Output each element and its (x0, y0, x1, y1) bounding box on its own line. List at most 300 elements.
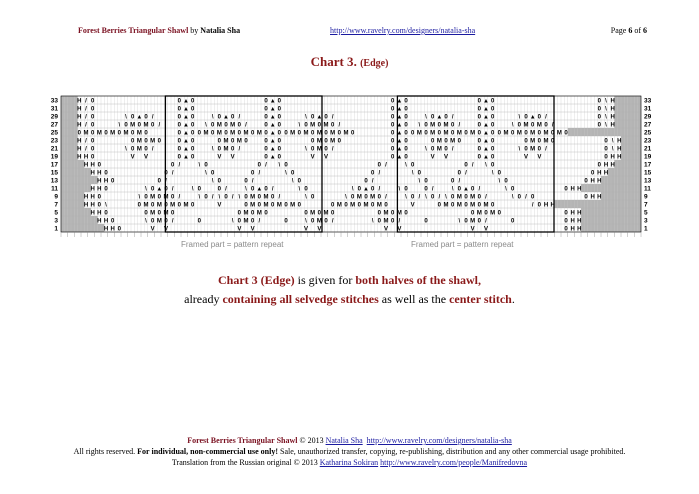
stitch-symbol: 0 (597, 122, 602, 129)
stitch-symbol: 0 (164, 202, 168, 209)
stitch-symbol: 0 (224, 130, 228, 137)
stitch-symbol: 0 (324, 138, 328, 145)
stitch-symbol: H (83, 154, 89, 161)
stitch-symbol: \ (198, 162, 201, 169)
footer-rights: All rights reserved. (73, 447, 138, 456)
stitch-symbol: 0 (437, 130, 442, 137)
stitch-symbol: 0 (424, 122, 428, 129)
stitch-symbol: 0 (264, 138, 268, 145)
row-label-left: 27 (50, 121, 58, 129)
stitch-symbol: 0 (597, 114, 602, 121)
stitch-symbol: 0 (390, 138, 395, 145)
stitch-symbol: / (178, 162, 181, 169)
stitch-symbol: M (556, 130, 562, 137)
stitch-symbol: M (323, 210, 329, 217)
stitch-symbol: 0 (537, 130, 542, 137)
stitch-symbol: H (97, 186, 102, 193)
stitch-symbol: 0 (217, 146, 222, 153)
stitch-symbol: / (85, 122, 87, 129)
stitch-symbol: 0 (404, 146, 408, 153)
stitch-symbol: 0 (510, 186, 515, 193)
stitch-symbol: V (317, 226, 322, 233)
stitch-symbol: H (590, 178, 595, 185)
selvedge-shade-left (61, 160, 84, 168)
stitch-symbol: 0 (324, 114, 328, 121)
stitch-symbol: \ (205, 170, 207, 177)
stitch-symbol: 0 (310, 194, 315, 201)
header-by: by (188, 26, 201, 35)
stitch-symbol: V (383, 226, 389, 233)
row-label-left: 5 (54, 209, 58, 217)
stitch-symbol: 0 (424, 178, 428, 185)
stitch-symbol: / (531, 202, 534, 209)
stitch-symbol: \ (371, 218, 374, 225)
stitch-symbol: 0 (177, 130, 182, 137)
stitch-symbol: 0 (524, 114, 528, 121)
stitch-symbol: M (436, 146, 442, 153)
selvedge-shade-left (61, 112, 78, 120)
footer-translator-link[interactable]: Katharina Sokiran (319, 458, 379, 467)
stitch-symbol: 0 (144, 194, 148, 201)
stitch-symbol: \ (518, 146, 521, 153)
stitch-symbol: 0 (170, 162, 175, 169)
stitch-symbol: H (77, 146, 82, 153)
stitch-symbol: \ (511, 194, 514, 201)
stitch-symbol: ▲ (463, 186, 469, 193)
row-label-right: 5 (644, 209, 648, 217)
stitch-symbol: / (458, 178, 461, 185)
stitch-symbol: M (136, 146, 142, 153)
stitch-symbol: H (77, 106, 82, 113)
row-label-left: 15 (50, 169, 58, 177)
stitch-symbol: / (85, 98, 87, 105)
stitch-symbol: \ (298, 186, 301, 193)
stitch-symbol: \ (425, 194, 427, 201)
stitch-symbol: 0 (264, 154, 268, 161)
stitch-symbol: / (258, 170, 261, 177)
stitch-symbol: 0 (564, 218, 568, 225)
stitch-symbol: 0 (497, 130, 502, 137)
stitch-symbol: 0 (90, 138, 95, 145)
stitch-symbol: M (456, 194, 462, 201)
footer-translation: Translation from the Russian original © 2013 (171, 458, 320, 467)
stitch-symbol: \ (211, 146, 214, 153)
stitch-symbol: 0 (257, 194, 262, 201)
stitch-symbol: 0 (157, 138, 162, 145)
stitch-symbol: 0 (224, 122, 228, 129)
stitch-symbol: / (378, 170, 381, 177)
stitch-symbol: 0 (464, 202, 468, 209)
stitch-symbol: ▲ (396, 154, 403, 161)
stitch-symbol: 0 (270, 202, 275, 209)
stitch-symbol: 0 (117, 130, 122, 137)
stitch-symbol: 0 (490, 98, 495, 105)
stitch-symbol: H (590, 194, 595, 201)
stitch-symbol: M (203, 130, 209, 137)
row-label-right: 31 (644, 105, 652, 113)
stitch-symbol: 0 (164, 186, 168, 193)
stitch-symbol: 0 (304, 122, 308, 129)
stitch-symbol: H (77, 122, 82, 129)
stitch-symbol: \ (198, 194, 201, 201)
stitch-symbol: 0 (264, 130, 268, 137)
stitch-symbol: 0 (510, 130, 515, 137)
stitch-symbol: / (465, 170, 467, 177)
selvedge-shade-left (61, 144, 78, 152)
stitch-symbol: \ (605, 114, 607, 121)
stitch-symbol: ▲ (396, 98, 403, 105)
stitch-symbol: M (383, 210, 389, 217)
stitch-symbol: M (150, 210, 156, 217)
stitch-symbol: \ (231, 218, 234, 225)
stitch-symbol: V (130, 154, 135, 161)
stitch-symbol: \ (285, 170, 287, 177)
stitch-symbol: 0 (604, 154, 608, 161)
stitch-symbol: ▲ (483, 146, 489, 153)
stitch-symbol: M (223, 138, 229, 145)
stitch-symbol: 0 (284, 130, 288, 137)
row-label-right: 17 (644, 161, 652, 169)
description-line-2 (0, 292, 699, 307)
stitch-symbol: 0 (204, 194, 208, 201)
stitch-symbol: ▲ (136, 114, 143, 121)
stitch-symbol: \ (445, 194, 447, 201)
stitch-symbol: 0 (417, 170, 422, 177)
stitch-symbol: 0 (144, 146, 148, 153)
footer-author-link[interactable]: Natalia Sha (325, 436, 363, 445)
stitch-symbol: M (416, 130, 422, 137)
desc-chart-name: Chart 3 (Edge) (217, 273, 295, 287)
stitch-symbol: 0 (284, 202, 288, 209)
stitch-symbol: 0 (270, 194, 275, 201)
stitch-symbol: 0 (404, 210, 408, 217)
stitch-symbol: 0 (324, 146, 328, 153)
description-line-1 (0, 273, 699, 288)
stitch-symbol: 0 (584, 178, 588, 185)
stitch-symbol: 0 (430, 114, 435, 121)
stitch-symbol: V (470, 226, 475, 233)
stitch-symbol: 0 (157, 194, 162, 201)
stitch-symbol: ▲ (183, 130, 189, 137)
stitch-symbol: H (570, 218, 575, 225)
desc-selvedge: containing all selvedge stitches (222, 292, 379, 306)
stitch-symbol: V (323, 154, 329, 161)
stitch-symbol: ▲ (269, 106, 276, 113)
stitch-symbol: M (483, 202, 489, 209)
row-label-right: 23 (644, 137, 652, 145)
stitch-symbol: 0 (377, 210, 382, 217)
row-label-left: 25 (50, 129, 58, 137)
stitch-symbol: 0 (244, 138, 248, 145)
stitch-symbol: M (383, 218, 389, 225)
stitch-symbol: 0 (390, 218, 395, 225)
stitch-symbol: M (363, 202, 369, 209)
stitch-symbol: 0 (530, 194, 535, 201)
stitch-symbol: 0 (337, 130, 342, 137)
stitch-symbol: M (310, 210, 316, 217)
stitch-symbol: 0 (477, 154, 482, 161)
stitch-symbol: 0 (177, 138, 182, 145)
stitch-symbol: 0 (250, 218, 255, 225)
stitch-symbol: 0 (77, 130, 82, 137)
stitch-symbol: 0 (284, 218, 288, 225)
stitch-symbol: 0 (330, 210, 335, 217)
stitch-symbol: V (250, 226, 255, 233)
stitch-symbol: 0 (277, 154, 282, 161)
stitch-symbol: M (136, 138, 142, 145)
stitch-symbol: M (243, 130, 249, 137)
footer-translator-url[interactable]: http://www.ravelry.com/people/Manifredovna (380, 458, 528, 467)
stitch-symbol: 0 (404, 130, 408, 137)
selvedge-shade-left (61, 200, 84, 208)
stitch-symbol: 0 (210, 122, 215, 129)
stitch-symbol: \ (305, 218, 307, 225)
stitch-symbol: 0 (177, 122, 182, 129)
stitch-symbol: M (316, 130, 322, 137)
stitch-symbol: \ (305, 194, 307, 201)
stitch-symbol: / (478, 186, 481, 193)
stitch-symbol: 0 (517, 194, 522, 201)
stitch-symbol: 0 (257, 202, 262, 209)
stitch-symbol: 0 (524, 138, 528, 145)
stitch-symbol: 0 (104, 210, 108, 217)
stitch-symbol: H (597, 170, 602, 177)
stitch-symbol: 0 (564, 210, 568, 217)
stitch-symbol: 0 (237, 210, 242, 217)
stitch-symbol: \ (485, 162, 487, 169)
stitch-symbol: 0 (390, 210, 395, 217)
desc-text-2: already (184, 292, 223, 306)
stitch-symbol: 0 (190, 154, 195, 161)
selvedge-shade-left (61, 120, 78, 128)
selvedge-shade-left (61, 208, 91, 216)
desc-both-halves: both halves of the shawl, (355, 273, 481, 287)
selvedge-shade-left (61, 184, 91, 192)
stitch-symbol: M (303, 130, 309, 137)
stitch-symbol: / (171, 218, 174, 225)
header-pattern-name: Forest Berries Triangular Shawl (78, 26, 189, 35)
footer-pattern-name: Forest Berries Triangular Shawl (187, 436, 298, 445)
stitch-symbol: 0 (257, 162, 262, 169)
stitch-symbol: H (610, 106, 615, 113)
stitch-symbol: 0 (357, 186, 362, 193)
stitch-symbol: ▲ (269, 114, 276, 121)
footer-noncommercial: For individual, non-commercial use only! (137, 447, 278, 456)
stitch-symbol: 0 (197, 186, 202, 193)
stitch-symbol: 0 (477, 98, 482, 105)
stitch-symbol: \ (205, 122, 207, 129)
stitch-symbol: 0 (444, 146, 448, 153)
stitch-symbol: \ (245, 186, 247, 193)
chart-title-main: Chart 3 (310, 54, 354, 69)
stitch-symbol: M (150, 138, 156, 145)
stitch-symbol: 0 (310, 218, 315, 225)
stitch-symbol: \ (611, 146, 614, 153)
stitch-symbol: M (316, 138, 322, 145)
stitch-symbol: 0 (264, 98, 268, 105)
stitch-symbol: H (617, 138, 622, 145)
stitch-symbol: M (530, 146, 536, 153)
stitch-symbol: ▲ (269, 98, 276, 105)
stitch-symbol: H (617, 154, 622, 161)
chart-title-sub: (Edge) (360, 58, 389, 69)
stitch-symbol: \ (345, 194, 347, 201)
stitch-symbol: 0 (150, 122, 155, 129)
stitch-symbol: 0 (404, 122, 408, 129)
stitch-symbol: ▲ (183, 114, 189, 121)
stitch-symbol: \ (238, 194, 241, 201)
stitch-symbol: / (251, 178, 254, 185)
stitch-symbol: 0 (457, 186, 462, 193)
row-label-right: 29 (644, 113, 652, 121)
footer-url-link[interactable]: http://www.ravelry.com/designers/natalia-sha (366, 436, 512, 445)
stitch-symbol: 0 (457, 170, 462, 177)
header-url-link[interactable]: http://www.ravelry.com/designers/natalia-sha (330, 26, 476, 35)
stitch-symbol: M (330, 138, 336, 145)
stitch-symbol: H (103, 178, 109, 185)
row-label-right: 3 (644, 217, 648, 225)
stitch-symbol: 0 (97, 202, 102, 209)
stitch-symbol: 0 (604, 138, 608, 145)
stitch-symbol: 0 (304, 210, 308, 217)
stitch-symbol: 0 (597, 106, 602, 113)
stitch-symbol: H (543, 202, 549, 209)
stitch-symbol: 0 (317, 122, 322, 129)
stitch-symbol: 0 (430, 138, 435, 145)
page-prefix: Page (610, 26, 629, 35)
stitch-symbol: 0 (477, 146, 482, 153)
stitch-symbol: 0 (290, 170, 295, 177)
selvedge-shade-left (61, 176, 98, 184)
stitch-symbol: M (336, 202, 342, 209)
stitch-symbol: \ (405, 162, 407, 169)
stitch-symbol: 0 (90, 114, 95, 121)
stitch-symbol: / (211, 194, 214, 201)
stitch-symbol: / (551, 122, 554, 129)
stitch-symbol: 0 (444, 138, 448, 145)
row-label-right: 19 (644, 153, 652, 161)
stitch-symbol: M (456, 202, 462, 209)
stitch-symbol: ▲ (483, 122, 489, 129)
stitch-symbol: V (237, 226, 242, 233)
stitch-symbol: 0 (364, 178, 368, 185)
stitch-symbol: M (263, 194, 269, 201)
stitch-symbol: ▲ (183, 122, 189, 129)
stitch-symbol: 0 (130, 146, 135, 153)
stitch-symbol: 0 (464, 194, 468, 201)
stitch-symbol: ▲ (396, 130, 403, 137)
stitch-symbol: ▲ (396, 146, 403, 153)
stitch-symbol: 0 (390, 122, 395, 129)
stitch-symbol: 0 (604, 146, 608, 153)
stitch-symbol: 0 (330, 122, 335, 129)
stitch-symbol: H (103, 226, 109, 233)
stitch-symbol: 0 (217, 114, 222, 121)
stitch-symbol: / (378, 186, 381, 193)
stitch-symbol: M (216, 122, 222, 129)
stitch-symbol: H (603, 162, 609, 169)
stitch-symbol: 0 (304, 186, 308, 193)
stitch-symbol: 0 (137, 122, 142, 129)
stitch-symbol: 0 (224, 194, 228, 201)
stitch-symbol: ▲ (483, 114, 489, 121)
stitch-symbol: 0 (230, 114, 235, 121)
stitch-symbol: 0 (444, 114, 448, 121)
stitch-symbol: / (471, 162, 474, 169)
stitch-symbol: 0 (404, 114, 408, 121)
stitch-symbol: M (183, 202, 189, 209)
stitch-symbol: 0 (344, 202, 348, 209)
stitch-symbol: 0 (264, 210, 268, 217)
stitch-symbol: M (490, 210, 496, 217)
stitch-symbol: ▲ (223, 114, 229, 121)
stitch-symbol: 0 (157, 210, 162, 217)
stitch-symbol: 0 (377, 162, 382, 169)
stitch-symbol: ▲ (396, 114, 403, 121)
stitch-symbol: ▲ (483, 98, 489, 105)
stitch-symbol: 0 (410, 194, 415, 201)
stitch-symbol: 0 (490, 122, 495, 129)
stitch-symbol: 0 (564, 130, 568, 137)
row-label-right: 9 (644, 193, 648, 201)
selvedge-shade-left (61, 128, 78, 136)
stitch-symbol: M (430, 122, 436, 129)
stitch-symbol: V (143, 154, 149, 161)
header-author: Natalia Sha (200, 26, 241, 35)
stitch-symbol: H (83, 162, 89, 169)
stitch-symbol: 0 (244, 194, 248, 201)
stitch-symbol: 0 (524, 146, 528, 153)
stitch-symbol: 0 (564, 226, 568, 233)
stitch-symbol: 0 (450, 130, 455, 137)
footer-copyright: © 2013 (297, 436, 326, 445)
stitch-symbol: M (276, 202, 282, 209)
stitch-symbol: 0 (370, 202, 375, 209)
stitch-symbol: \ (218, 194, 221, 201)
stitch-symbol: \ (498, 178, 501, 185)
stitch-symbol: \ (511, 122, 514, 129)
stitch-symbol: M (356, 194, 362, 201)
selvedge-shade-left (61, 168, 91, 176)
stitch-symbol: ▲ (183, 138, 189, 145)
stitch-symbol: M (503, 130, 509, 137)
stitch-symbol: \ (105, 202, 107, 209)
stitch-symbol: 0 (390, 154, 395, 161)
stitch-symbol: \ (605, 98, 607, 105)
stitch-symbol: H (83, 194, 89, 201)
stitch-symbol: 0 (190, 122, 195, 129)
row-label-right: 27 (644, 121, 652, 129)
stitch-symbol: 0 (464, 218, 468, 225)
stitch-symbol: / (398, 218, 401, 225)
stitch-symbol: M (143, 122, 149, 129)
repeat-label-right: Framed part = pattern repeat (411, 240, 514, 249)
stitch-symbol: M (516, 130, 522, 137)
stitch-symbol: 0 (324, 218, 328, 225)
stitch-symbol: \ (305, 114, 307, 121)
stitch-symbol: 0 (97, 162, 102, 169)
stitch-symbol: 0 (530, 122, 535, 129)
stitch-symbol: M (243, 210, 249, 217)
stitch-symbol: ▲ (483, 154, 489, 161)
repeat-label-left: Framed part = pattern repeat (181, 240, 284, 249)
stitch-symbol: / (85, 106, 87, 113)
stitch-symbol: \ (125, 146, 127, 153)
stitch-symbol: \ (411, 170, 414, 177)
stitch-symbol: ▲ (183, 146, 189, 153)
stitch-symbol: 0 (470, 186, 475, 193)
stitch-symbol: M (96, 130, 102, 137)
